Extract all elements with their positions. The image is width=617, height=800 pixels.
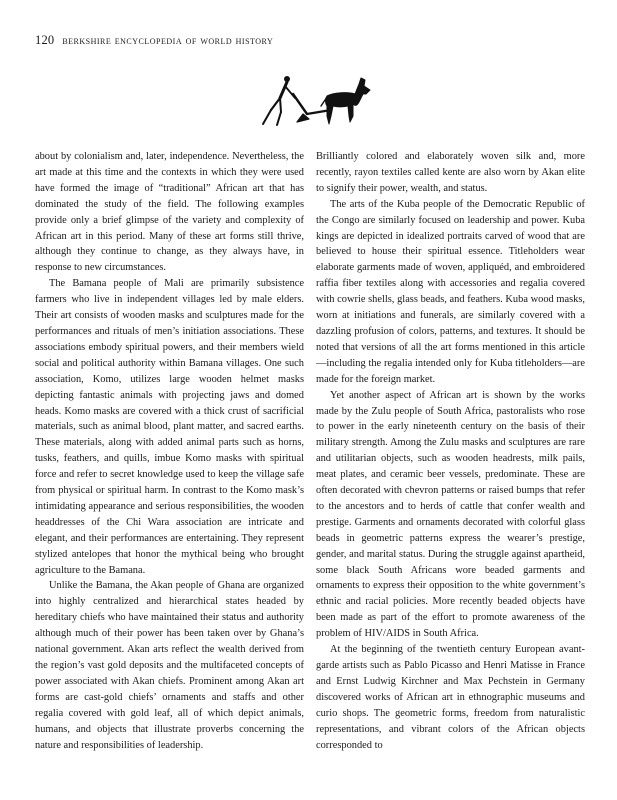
paragraph: The Bamana people of Mali are primarily subsistence farmers who live in independent villages led by male elders. Their art consists of wooden masks and sculptures made for the performances and rituals of men’s initiation associations. These associations embody spiritual powers, and their members wield social and political authority within Bamana villages. One such association, Komo, utilizes large wooden helmet masks depicting fantastic animals with projecting jaws and domed heads. Komo masks are covered with a thick crust of sacrificial materials, such as animal blood, plant matter, and sacred earths. These materials, along with added animal parts such as horns, tusks, feathers, and quills, imbue Komo masks with spiritual force and refer to secret knowledge used to keep the village safe from physical or spiritual harm. In contrast to the Komo mask’s intimidating appearance and serious responsibilities, the wooden headdresses of the Chi Wara association are intricate and elegant, and their performances are entertaining. They represent stylized antelopes that honor the mythical being who brought agriculture to the Bamana. xyxy=(35,278,304,576)
paragraph: Unlike the Bamana, the Akan people of Ghana are organized into highly centralized and hierarchical states headed by hereditary chiefs who have maintained their status and authority although much of their power has been taken over by Ghana’s national government. Akan arts reflect the wealth derived from the region’s vast gold deposits and the multifaceted concepts of power associated with Akan chiefs. Prominent among Akan art forms are cast-gold chiefs’ ornaments and staffs and other regalia covered with gold leaf, all of which depict animals, humans, and objects that illustrate proverbs concerning the nature and responsibilities of leadership. xyxy=(35,580,304,751)
running-title: berkshire encyclopedia of world history xyxy=(62,33,274,47)
running-header xyxy=(35,33,273,48)
right-column xyxy=(316,149,585,753)
paragraph: about by colonialism and, later, independence. Nevertheless, the art made at this time and the contexts in which they were used have formed the image of “traditional” African art that has dominated the study of the field. The following examples provide only a brief glimpse of the variety and complexity of African art in this period. Many of these art forms still thrive, although they continue to change, as they always have, in response to new circumstances. xyxy=(35,151,304,274)
paragraph: Brilliantly colored and elaborately woven silk and, more recently, rayon textiles called kente are also worn by Akan elite to signify their power, wealth, and status. xyxy=(316,151,585,194)
paragraph: The arts of the Kuba people of the Democratic Republic of the Congo are similarly focused on leadership and power. Kuba kings are depicted in idealized portraits carved of wood that are believed to house their spiritual essence. Titleholders wear elaborate garments made of woven, appliquéd, and embroidered raffia fiber textiles along with accessories and regalia covered with cowrie shells, glass beads, and feathers. Kuba wood masks, worn at initiations and funerals, are similarly covered with a dazzling profusion of colors, patterns, and textures. It should be noted that versions of all the art forms mentioned in this article—including the regalia intended only for Kuba titleholders—are made for the foreign market. xyxy=(316,198,585,385)
left-column xyxy=(35,149,304,753)
paragraph: At the beginning of the twentieth century European avant-garde artists such as Pablo Picasso and Henri Matisse in France and Ernst Ludwig Kirchner and Max Pechstein in Germany discovered works of African art in ethnographic museums and curio shops. The geometric forms, freedom from naturalistic representations, and vibrant colors of the African objects corresponded to xyxy=(316,644,585,751)
plowing-figure-icon xyxy=(245,72,373,130)
page-number: 120 xyxy=(35,33,55,47)
paragraph: Yet another aspect of African art is shown by the works made by the Zulu people of South Africa, pastoralists who rose to power in the early nineteenth century on the basis of their military strength. Among the Zulu masks and sculptures are rare and utilitarian objects, such as wooden headrests, milk pails, meat plates, and ceramic beer vessels, predominate. These are often decorated with chevron patterns or raised bumps that refer to the ancestors and to herds of cattle that confer wealth and prestige. Garments and ornaments decorated with colorful glass beads in geometric patterns express the wearer’s prestige, gender, and marital status. During the struggle against apartheid, some black South Africans wore beaded garments and ornaments to express their opposition to the white government’s ethnic and racial policies. More recently beaded objects have been made as part of the effort to promote awareness of the problem of HIV/AIDS in South Africa. xyxy=(316,389,585,640)
